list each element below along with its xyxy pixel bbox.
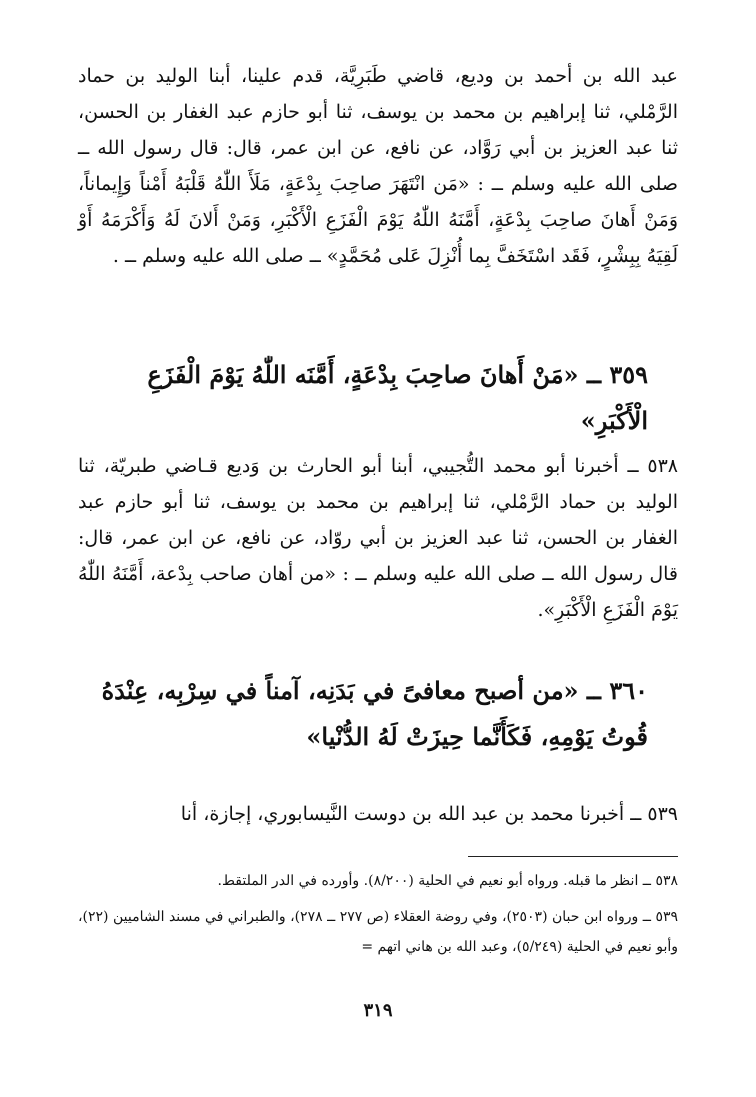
hadith-538 (78, 448, 678, 628)
heading-360: ٣٦٠ ــ «من أصبح معافىً في بَدَنِه، آمناً في سِرْبِه، عِنْدَهُ قُوتُ يَوْمِهِ، فَكَأَنَّما حِيزَتْ لَهُ الدُّنْيا» (101, 676, 648, 751)
chapter-heading-359 (78, 352, 678, 444)
chapter-heading-360 (78, 668, 678, 760)
paragraph-hadith-chain: عبد الله بن أحمد بن وديع، قاضي طَبَرِيَّة، قدم علينا، أبنا الوليد بن حماد الرَّمْلي، ثنا إبراهيم بن محمد بن يوسف، ثنا أبو حازم عبد الغفار بن الحسن، ثنا عبد العزيز بن أبي رَوَّاد، عن نافع، عن ابن عمر، قال: قال رسول الله ــ صلى الله عليه وسلم ــ : «مَن انْتَهَرَ صاحِبَ بِدْعَةٍ، مَلَأَ اللّٰهُ قَلْبَهُ أَمْناً وَإِيماناً، وَمَنْ أَهانَ صاحِبَ بِدْعَةٍ، أَمَّنَهُ اللّٰهُ يَوْمَ الْفَزَعِ الْأَكْبَرِ، وَمَنْ أَلانَ لَهُ وَأَكْرَمَهُ أَوْ لَقِيَهُ بِبِشْرٍ، فَقَد اسْتَخَفَّ بِما أُنْزِلَ عَلى مُحَمَّدٍ» ــ صلى الله عليه وسلم ــ . (78, 65, 678, 267)
paragraph-538: ٥٣٨ ــ أخبرنا أبو محمد التُّجيبي، أبنا أبو الحارث بن وَديع قـاضي طبريّة، ثنا الوليد بن حماد الرَّمْلي، ثنا إبراهيم بن محمد بن يوسف، ثنا أبو حازم عبد الغفار بن الحسن، ثنا عبد العزيز بن أبي روّاد، عن نافع، عن ابن عمر، قال: قال رسول الله ــ صلى الله عليه وسلم ــ : «من أهان صاحب بِدْعة، أَمَّنَهُ اللّٰهُ يَوْمَ الْفَزَعِ الْأَكْبَرِ». (78, 455, 678, 621)
main-text (78, 58, 678, 274)
footnote-divider (468, 856, 678, 857)
footnote-539: ٥٣٩ ــ ورواه ابن حبان (٢٥٠٣)، وفي روضة العقلاء (ص ٢٧٧ ــ ٢٧٨)، والطبراني في مسند الشاميين (٢٢)، وأبو نعيم في الحلية (٥/٢٤٩)، وعبد الله بن هاني اتهم = (78, 909, 678, 955)
footnote-538: ٥٣٨ ــ انظر ما قبله. ورواه أبو نعيم في الحلية (٨/٢٠٠). وأورده في الدر الملتقط. (217, 873, 678, 889)
hadith-539 (78, 796, 678, 832)
heading-359: ٣٥٩ ــ «مَنْ أَهانَ صاحِبَ بِدْعَةٍ، أَمَّنَه اللّٰهُ يَوْمَ الْفَزَعِ الْأَكْبَرِ» (147, 360, 648, 435)
footnotes (78, 866, 678, 962)
page-number: ٣١٩ (363, 1000, 393, 1021)
paragraph-539: ٥٣٩ ــ أخبرنا محمد بن عبد الله بن دوست النَّيسابوري، إجازة، أنا (180, 803, 678, 825)
